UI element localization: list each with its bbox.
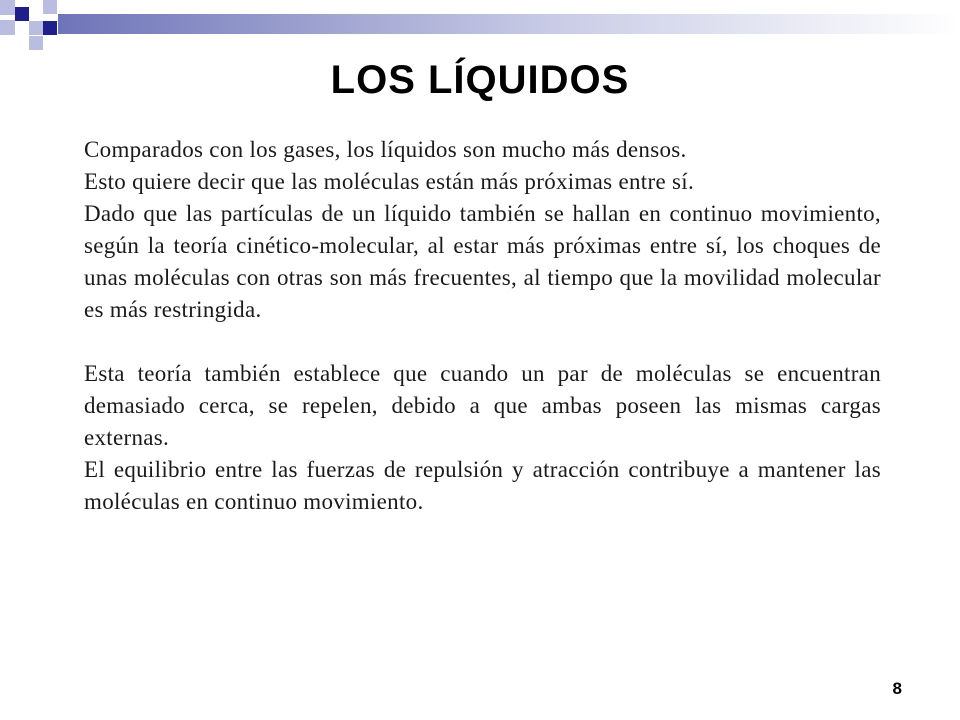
paragraph-spacer (84, 326, 881, 358)
body-paragraph-5: El equilibrio entre las fuerzas de repulsión y atracción contribuye a mantener las moléculas en continuo movimiento. (84, 457, 881, 514)
header-gradient-bar (58, 14, 960, 34)
corner-square-light-2 (43, 0, 57, 14)
body-paragraph-3: Dado que las partículas de un líquido también se hallan en continuo movimiento, según la teoría cinético-molecular, al estar más próximas entre sí, los choques de unas moléculas con otras son más frecuentes, al tiempo que la movilidad molecular es más restringida. (84, 201, 881, 322)
body-paragraph-1: Comparados con los gases, los líquidos son mucho más densos. (84, 137, 687, 162)
body-paragraph-2: Esto quiere decir que las moléculas están más próximas entre sí. (84, 169, 694, 194)
corner-square-light-3 (0, 20, 15, 35)
header-decoration (0, 0, 960, 60)
corner-squares-graphic (0, 0, 960, 60)
corner-square-dark-1 (15, 7, 29, 21)
corner-square-light-5 (29, 36, 43, 50)
page-number: 8 (892, 679, 902, 698)
corner-square-light-1 (0, 0, 15, 15)
body-paragraph-4: Esta teoría también establece que cuando un par de moléculas se encuentran demasiado cerca, se repelen, debido a que ambas poseen las mismas cargas externas. (84, 361, 881, 450)
corner-square-dark-2 (43, 21, 57, 35)
slide-body (84, 134, 881, 518)
corner-square-light-4 (29, 21, 43, 35)
slide-title: LOS LÍQUIDOS (330, 58, 630, 102)
